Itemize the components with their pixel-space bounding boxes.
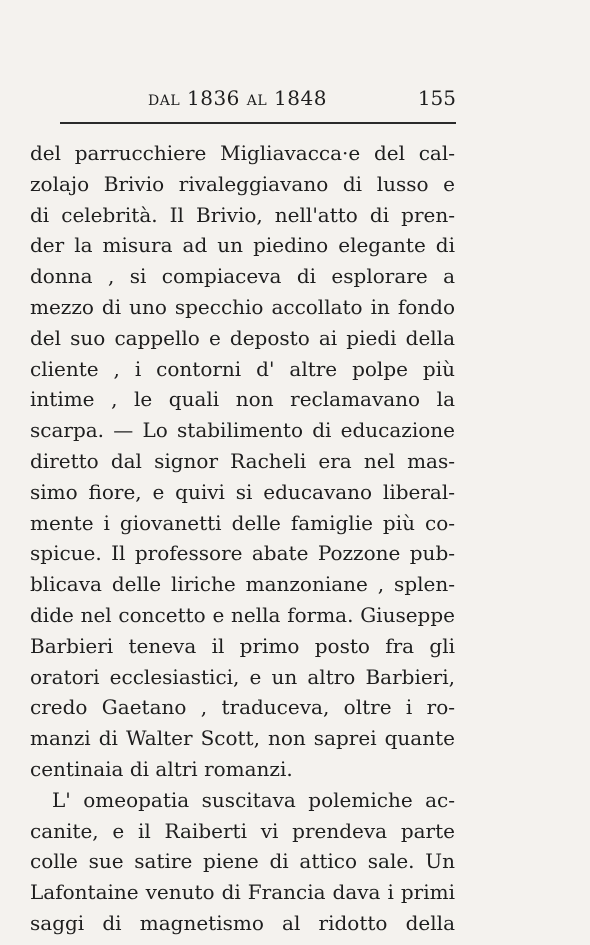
text-line: saggi di magnetismo al ridotto della: [30, 910, 455, 935]
text-line: simo fiore, e quivi si educavano liberal-: [30, 479, 455, 504]
running-title-year-start: 1836: [187, 86, 240, 110]
text-line: blicava delle liriche manzoniane , splen-: [30, 572, 455, 597]
text-line: mente i giovanetti delle famiglie più co-: [30, 510, 455, 535]
running-title: [148, 86, 327, 110]
paragraph-2: [30, 785, 455, 939]
body-text: [30, 138, 455, 939]
text-line: colle sue satire piene di attico sale. Un: [30, 849, 455, 874]
header-rule: [60, 122, 456, 124]
running-title-dal: dal: [148, 86, 181, 110]
text-line: manzi di Walter Scott, non saprei quante: [30, 726, 455, 751]
text-line: L' omeopatia suscitava polemiche ac-: [52, 787, 455, 812]
text-line: cliente , i contorni d' altre polpe più: [30, 356, 455, 381]
text-line: mezzo di uno specchio accollato in fondo: [30, 294, 455, 319]
paragraph-1: [30, 138, 455, 785]
text-line: di celebrità. Il Brivio, nell'atto di pren-: [30, 202, 455, 227]
text-line: intime , le quali non reclamavano la: [30, 387, 455, 412]
text-line: donna , si compiaceva di esplorare a: [30, 264, 455, 289]
text-line: scarpa. — Lo stabilimento di educazione: [30, 418, 455, 443]
text-line: canite, e il Raiberti vi prendeva parte: [30, 818, 455, 843]
text-line: zolajo Brivio rivaleggiavano di lusso e: [30, 171, 455, 196]
text-line: del parrucchiere Migliavacca·e del cal-: [30, 141, 455, 165]
running-title-year-end: 1848: [274, 86, 327, 110]
text-line: spicue. Il professore abate Pozzone pub-: [30, 541, 455, 566]
text-line: centinaia di altri romanzi.: [30, 756, 293, 781]
text-line: Lafontaine venuto di Francia dava i primi: [30, 880, 455, 905]
page-number: 155: [417, 86, 456, 110]
text-line: dide nel concetto e nella forma. Giuseppe: [30, 602, 455, 627]
text-line: oratori ecclesiastici, e un altro Barbieri,: [30, 664, 455, 689]
text-line: der la misura ad un piedino elegante di: [30, 233, 455, 258]
text-line: del suo cappello e deposto ai piedi della: [30, 325, 455, 350]
text-line: Barbieri teneva il primo posto fra gli: [30, 633, 455, 658]
running-header: [60, 86, 456, 116]
text-line: credo Gaetano , traduceva, oltre i ro-: [30, 695, 455, 720]
text-line: diretto dal signor Racheli era nel mas-: [30, 448, 455, 473]
running-title-al: al: [246, 86, 268, 110]
